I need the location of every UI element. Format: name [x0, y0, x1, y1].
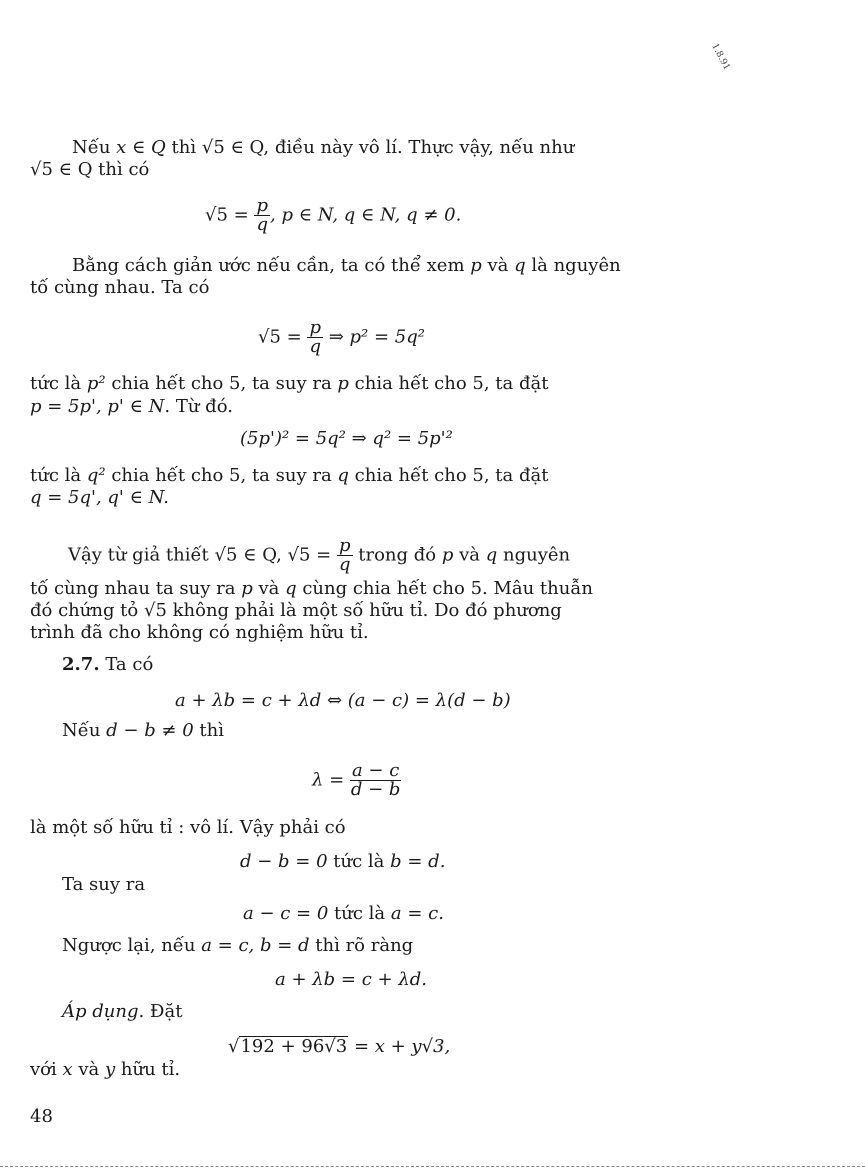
text: tố cùng nhau ta suy ra	[30, 578, 242, 599]
math: x	[62, 1059, 73, 1080]
equation-lambda	[312, 762, 401, 799]
math: √5	[143, 600, 167, 621]
math: a = c, b = d	[201, 935, 310, 956]
math: λ =	[312, 769, 345, 791]
math: b = d.	[390, 851, 446, 872]
text: thì	[193, 720, 225, 741]
math: q	[485, 544, 498, 566]
text: là nguyên	[525, 255, 621, 276]
text: tức là	[30, 373, 87, 394]
math: q²	[86, 465, 106, 486]
line-28	[30, 1059, 180, 1081]
math: √5 =	[287, 544, 332, 566]
line-1	[72, 137, 574, 159]
section-number: 2.7.	[62, 654, 100, 675]
text: chia hết cho 5, ta đặt	[348, 373, 549, 394]
text: và	[453, 544, 486, 566]
math: a − c = 0	[243, 903, 329, 924]
page-bottom-edge	[0, 1166, 865, 1167]
line-8	[30, 396, 233, 418]
math: d − b ≠ 0	[106, 720, 194, 741]
math: q = 5q', q' ∈ N.	[30, 487, 169, 508]
math: ∈ Q	[224, 137, 264, 158]
equation-4	[175, 690, 511, 712]
equation-3	[240, 428, 453, 450]
math: √5 =	[258, 326, 302, 348]
text: hữu tỉ.	[115, 1059, 181, 1080]
text: cùng chia hết cho 5. Mâu thuẫn	[296, 578, 593, 599]
math: q	[514, 255, 526, 276]
equation-5	[240, 851, 445, 873]
line-7	[30, 373, 548, 395]
text: đó chứng tỏ	[30, 600, 144, 621]
text: với	[30, 1059, 63, 1080]
line-4	[72, 255, 621, 277]
fraction: $\frac{a - c}{d - b}$	[350, 760, 401, 800]
equation-2	[258, 319, 425, 356]
text: Ta có	[99, 654, 154, 675]
math: p	[441, 544, 454, 566]
line-12: Vậy từ giả thiết √5 ∈ Q, √5 = $\frac{p}{q}$ trong đó p và q nguyên	[68, 535, 571, 575]
text: Bằng cách giản ước nếu cần, ta có thể xem	[72, 255, 471, 276]
equation-7	[275, 969, 427, 991]
equation-6	[243, 903, 444, 925]
math: √5	[214, 544, 238, 566]
math: a + λb = c + λd ⇔ (a − c) = λ(d − b)	[175, 690, 511, 711]
math: ∈ Q	[237, 544, 277, 566]
line-24	[62, 935, 413, 957]
math: q	[285, 578, 297, 599]
math: p = 5p', p' ∈ N	[30, 396, 165, 417]
line-20: là một số hữu tỉ : vô lí. Vậy phải có	[30, 817, 346, 838]
math: q	[337, 465, 349, 486]
math: ∈ Q	[52, 159, 93, 180]
text: tức là	[327, 851, 391, 872]
math: √5	[201, 137, 225, 158]
line-18	[62, 720, 224, 742]
text: Ngược lại, nếu	[62, 935, 202, 956]
fraction: $\frac{p}{q}$	[339, 535, 351, 575]
line-26	[62, 1001, 182, 1023]
math: p	[337, 373, 349, 394]
text: thì	[165, 137, 202, 158]
fraction: $\frac{p}{q}$	[256, 195, 268, 235]
radicand: 192 + 96√3	[240, 1036, 348, 1057]
text: . Từ đó.	[164, 396, 233, 417]
math: , p ∈ N, q ∈ N, q ≠ 0.	[270, 204, 462, 226]
line-22: Ta suy ra	[62, 874, 146, 895]
text: chia hết cho 5, ta đặt	[348, 465, 549, 486]
equation-8: √192 + 96√3 = x + y√3,	[228, 1036, 451, 1057]
text: Nếu	[62, 720, 107, 741]
text: thì có	[92, 159, 150, 180]
math: x ∈ Q	[116, 137, 166, 158]
text: chia hết cho 5, ta suy ra	[105, 465, 338, 486]
text: và	[252, 578, 286, 599]
fraction: $\frac{p}{q}$	[309, 317, 321, 357]
text: chia hết cho 5, ta suy ra	[105, 373, 338, 394]
text: tức là	[328, 903, 391, 924]
line-10	[30, 465, 548, 487]
text: Nếu	[72, 137, 117, 158]
equation-1	[205, 197, 461, 234]
math: √5 =	[205, 204, 249, 226]
text: thì rõ ràng	[309, 935, 414, 956]
math: √5	[30, 159, 53, 180]
line-2	[30, 159, 149, 181]
math: (5p')² = 5q² ⇒ q² = 5p'²	[240, 428, 453, 449]
text: nguyên	[497, 544, 571, 566]
line-16	[62, 654, 153, 676]
math: a + λb = c + λd.	[275, 969, 427, 990]
math: y	[104, 1059, 116, 1080]
page-number: 48	[30, 1106, 53, 1127]
text: Vậy từ giả thiết	[68, 544, 215, 566]
math: a = c.	[390, 903, 444, 924]
heading-apply: Áp dụng	[62, 1001, 139, 1022]
text: không phải là một số hữu tỉ. Do đó phương	[166, 600, 562, 621]
line-13	[30, 578, 593, 600]
text: tức là	[30, 465, 87, 486]
math: ⇒ p² = 5q²	[328, 326, 425, 348]
text: . Đặt	[138, 1001, 183, 1022]
math: p	[470, 255, 482, 276]
math: d − b = 0	[240, 851, 328, 872]
text: và	[481, 255, 515, 276]
math: p²	[86, 373, 106, 394]
text: và	[72, 1059, 105, 1080]
line-14	[30, 600, 562, 622]
library-stamp: 1.8.91	[709, 42, 732, 72]
text: trong đó	[352, 544, 442, 566]
math: = x + y√3,	[353, 1036, 451, 1057]
text: , điều này vô lí. Thực vậy, nếu như	[263, 137, 575, 158]
line-5: tố cùng nhau. Ta có	[30, 277, 210, 298]
line-15: trình đã cho không có nghiệm hữu tỉ.	[30, 622, 369, 643]
line-11	[30, 487, 169, 509]
math: p	[241, 578, 253, 599]
